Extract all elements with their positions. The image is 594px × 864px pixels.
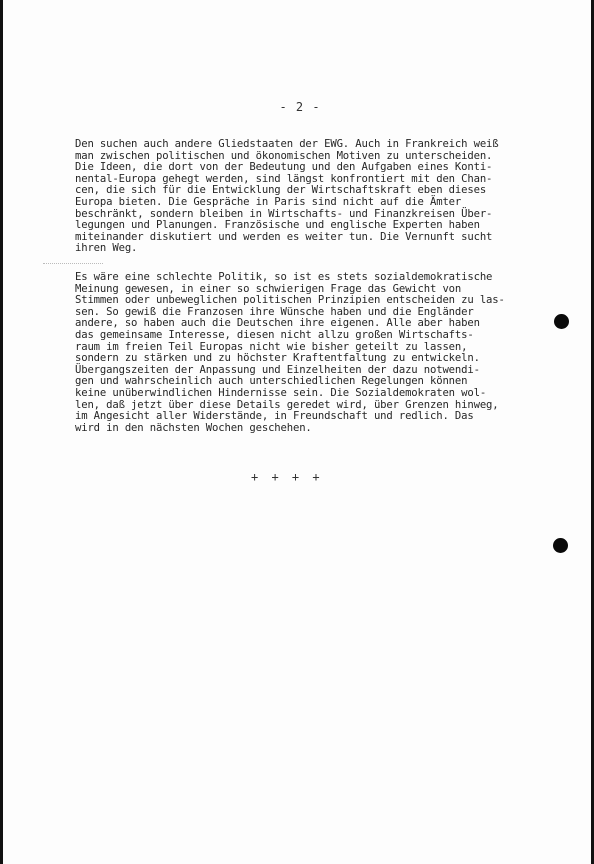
text-line: Stimmen oder unbeweglichen politischen Prinzipien entscheiden zu las- (75, 294, 505, 307)
text-line: gen und wahrscheinlich auch unterschiedlichen Regelungen können (75, 375, 468, 388)
text-line: andere, so haben auch die Deutschen ihre eigenen. Alle aber haben (75, 317, 480, 330)
text-line: cen, die sich für die Entwicklung der Wirtschaftskraft eben dieses (75, 184, 487, 197)
punch-hole-icon (554, 314, 569, 329)
text-line: raum im freien Teil Europas nicht wie bisher geteilt zu lassen, (75, 340, 468, 353)
page-number: - 2 - (279, 100, 321, 114)
text-line: beschränkt, sondern bleiben in Wirtschafts- und Finanzkreisen Über- (75, 207, 493, 220)
end-mark: + + + + (251, 470, 323, 484)
text-line: das gemeinsame Interesse, diesen nicht allzu großen Wirtschafts- (75, 328, 474, 341)
text-line: Es wäre eine schlechte Politik, so ist es stets sozialdemokratische (75, 271, 493, 283)
text-line: wird in den nächsten Wochen geschehen. (75, 421, 312, 434)
text-line: Übergangszeiten der Anpassung und Einzelheiten der dazu notwendi- (75, 363, 480, 376)
text-line: Europa bieten. Die Gespräche in Paris sind nicht auf die Ämter (75, 195, 462, 208)
text-line: im Angesicht aller Widerstände, in Freundschaft und redlich. Das (75, 410, 474, 423)
scan-artifact-line (43, 263, 103, 264)
text-line: ihren Weg. (75, 242, 138, 255)
text-line: Meinung gewesen, in einer so schwierigen Frage das Gewicht von (75, 282, 462, 295)
text-line: nental-Europa gehegt werden, sind längst konfrontiert mit den Chan- (75, 172, 493, 185)
text-line: man zwischen politischen und ökonomischen Motiven zu unterscheiden. (75, 149, 493, 162)
text-line: sen. So gewiß die Franzosen ihre Wünsche haben und die Engländer (75, 305, 474, 318)
text-line: len, daß jetzt über diese Details geredet wird, über Grenzen hinweg, (75, 398, 499, 411)
text-line: legungen und Planungen. Französische und englische Experten haben (75, 219, 480, 232)
paragraph-2 (75, 272, 565, 434)
text-line: Den suchen auch andere Gliedstaaten der EWG. Auch in Frankreich weiß (75, 138, 499, 150)
text-line: miteinander diskutiert und werden es weiter tun. Die Vernunft sucht (75, 230, 493, 243)
text-line: sondern zu stärken und zu höchster Kraftentfaltung zu entwickeln. (75, 352, 480, 365)
paragraph-1 (75, 139, 565, 255)
text-line: Die Ideen, die dort von der Bedeutung und den Aufgaben eines Konti- (75, 161, 493, 174)
punch-hole-icon (553, 538, 568, 553)
text-line: keine unüberwindlichen Hindernisse sein. Die Sozialdemokraten wol- (75, 386, 487, 399)
